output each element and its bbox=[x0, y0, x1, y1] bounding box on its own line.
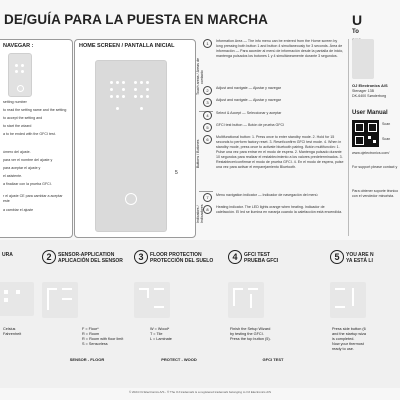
manual-url[interactable]: www.ojelectronics.com/ bbox=[352, 151, 390, 155]
button-ring-icon bbox=[17, 85, 24, 92]
step-option: F = Floor* bbox=[82, 327, 99, 331]
nav-instruction: setting number bbox=[3, 100, 27, 104]
qr-module bbox=[368, 136, 371, 139]
buttons-label: Buttons / Botones bbox=[196, 139, 200, 169]
scan-label: Scan bbox=[382, 137, 391, 141]
page-title: DE/GUÍA PARA LA PUESTA EN MARCHA bbox=[4, 12, 268, 27]
company-name: OJ Electronics A/S bbox=[352, 83, 388, 88]
step-option: ready to use. bbox=[332, 347, 354, 351]
step-number: 3 bbox=[134, 250, 148, 264]
display-dot bbox=[140, 81, 143, 84]
info-row bbox=[206, 135, 344, 170]
nav-instruction: r el ajuste CE para cambiar a aceptar este bbox=[3, 194, 63, 203]
user-manual-title: User Manual bbox=[352, 110, 388, 116]
home-screen-panel bbox=[74, 39, 196, 238]
glyph-dot bbox=[4, 290, 8, 294]
company-address-1: Stenager 13B bbox=[352, 89, 374, 93]
step-option: Fahrenheit bbox=[3, 332, 22, 336]
step-caption: SENSOR - FLOOR bbox=[69, 357, 105, 362]
brand-subtitle: To bbox=[352, 29, 359, 35]
glyph-segment bbox=[335, 306, 345, 308]
step-display bbox=[228, 282, 264, 318]
step-options bbox=[332, 327, 398, 352]
qr-finder bbox=[355, 136, 364, 145]
device-thumbnail bbox=[352, 39, 374, 79]
display-dot bbox=[146, 88, 149, 91]
info-row bbox=[206, 123, 344, 130]
navigation-title: NAVEGAR : bbox=[3, 43, 34, 49]
step-option: R = Room bbox=[82, 332, 100, 336]
display-dot bbox=[110, 81, 113, 84]
glyph-segment bbox=[154, 306, 164, 308]
glyph-dot bbox=[4, 298, 8, 302]
info-row bbox=[206, 193, 344, 200]
qr-code-icon[interactable] bbox=[352, 120, 379, 147]
glyph-segment bbox=[47, 288, 49, 310]
glyph-segment bbox=[62, 298, 72, 300]
navigation-panel bbox=[0, 39, 73, 238]
step-option: Now your thermost bbox=[332, 342, 364, 346]
indicators-label: Indicators / Indicadores bbox=[196, 204, 204, 224]
step-display bbox=[330, 282, 366, 318]
support-text: For support please contact y bbox=[352, 165, 398, 169]
thermostat-illustration bbox=[95, 60, 167, 232]
info-number: 2 bbox=[203, 86, 212, 95]
info-number: 8 bbox=[203, 205, 212, 214]
step-display bbox=[134, 282, 170, 318]
gfci-test-button-icon bbox=[125, 193, 137, 205]
glyph-segment bbox=[248, 288, 258, 290]
nav-instruction: a finalizar con la prueba GFCI. bbox=[3, 182, 52, 186]
info-number: 4 bbox=[203, 111, 212, 120]
step-option: and the startup wiza bbox=[332, 332, 366, 336]
info-text: Information Area — The info menu can be entered from the Home screen by long pressing both button 1 and button 4 simultaneously for 3 seconds. Área de información — Para acceder al menú de información desde la pantalla de inicio, mantenga pulsados los botones 1 y 4 simultáneamente durante 3 segundos. bbox=[216, 39, 344, 58]
display-dot bbox=[134, 95, 137, 98]
info-text: Multifunctional button: 1. Press once to enter standby mode. 2. Hold for 15 seconds to perform factory reset. 3. Reset/confirm GFCI test mode. 4. When in standby mode, press once to activate bluetooth pairing. Botón multifunción: 1. Pulse una vez para entrar en el modo de espera. 2. Mantenga pulsado durante 10 segundos para realizar el restablecimiento a los valores predeterminados. 3. Restablecer/confirmar el modo de prueba GFCI. 4. En el modo de espera, pulse una vez para activar el emparejamiento Bluetooth. bbox=[216, 135, 344, 169]
info-row bbox=[206, 205, 344, 215]
step-option: W = Wood* bbox=[150, 327, 170, 331]
info-row bbox=[206, 39, 344, 59]
info-text: Adjust and navigate — Ajustar y navegar bbox=[216, 98, 281, 102]
glyph-segment bbox=[352, 288, 354, 306]
home-screen-title: HOME SCREEN / PANTALLA INICIAL bbox=[79, 43, 175, 49]
step-option: S = Sensorless bbox=[82, 342, 108, 346]
info-number: 6 bbox=[203, 135, 212, 144]
nav-instruction: el asistente. bbox=[3, 174, 23, 178]
user-manual-column bbox=[348, 39, 400, 236]
glyph-segment bbox=[62, 288, 72, 290]
display-dot bbox=[146, 95, 149, 98]
step-display bbox=[42, 282, 78, 318]
nav-instruction: to read the setting name and the setting bbox=[3, 108, 67, 112]
info-text: Menu navigation indicator — Indicador de navegación del menú bbox=[216, 193, 318, 197]
glyph-segment bbox=[233, 288, 235, 306]
info-text: Heating indicator. The LED lights orange when heating. Indicador de calefacción. El led se ilumina en naranja cuando la calefacción está encendida. bbox=[216, 205, 343, 214]
step-number: 2 bbox=[42, 250, 56, 264]
step-heading: SENSOR-APPLICATION APLICACIÓN DEL SENSOR bbox=[58, 252, 123, 264]
display-dot bbox=[122, 95, 125, 98]
step-heading: FLOOR PROTECTION PROTECCIÓN DEL SUELO bbox=[150, 252, 214, 264]
info-row bbox=[206, 111, 344, 118]
step-heading: GFCI TEST PRUEBA GFCI bbox=[244, 252, 279, 264]
step-option: R = Room with floor limit bbox=[82, 337, 124, 341]
display-dot bbox=[21, 70, 24, 73]
divider bbox=[199, 191, 213, 192]
step-options bbox=[150, 327, 214, 342]
info-list bbox=[196, 39, 344, 236]
device-thumbnail bbox=[8, 53, 32, 97]
footer-copyright: © 2024 OJ Electronics A/S - ® The OJ trademark is a registered trademark belonging to OJ Electronics A/S bbox=[128, 390, 272, 394]
step-option: by testing the GFCI. bbox=[230, 332, 264, 336]
brand-title: U bbox=[352, 12, 363, 28]
info-number: 5 bbox=[203, 123, 212, 132]
step-heading: YOU ARE N YA ESTÁ LI bbox=[346, 252, 374, 264]
step-number: 4 bbox=[228, 250, 242, 264]
display-dot bbox=[110, 88, 113, 91]
qr-finder bbox=[368, 123, 377, 132]
step-caption: GFCI TEST bbox=[262, 357, 284, 362]
step-heading: URA bbox=[2, 252, 13, 258]
info-text: GFCI test button — Botón de prueba GFCI bbox=[216, 123, 285, 127]
step-option: Celsius bbox=[3, 327, 16, 331]
display-dot bbox=[21, 64, 24, 67]
display-dot bbox=[15, 70, 18, 73]
glyph-segment bbox=[250, 294, 252, 308]
step-option: L = Laminate bbox=[150, 337, 172, 341]
callout-marker: 5 bbox=[175, 170, 178, 176]
step-options bbox=[3, 327, 21, 337]
display-dot bbox=[122, 81, 125, 84]
nav-instruction: úmero del ajuste. bbox=[3, 150, 31, 154]
info-row bbox=[206, 86, 344, 93]
nav-instruction: a cambiar el ajuste bbox=[3, 208, 34, 212]
info-number: 3 bbox=[203, 98, 212, 107]
nav-instruction: a to be ended with the GFCI test. bbox=[3, 132, 56, 136]
display-dot bbox=[146, 81, 149, 84]
info-number: 1 bbox=[203, 39, 212, 48]
step-number: 5 bbox=[330, 250, 344, 264]
nav-instruction: to start the wizard bbox=[3, 124, 32, 128]
nav-instruction: para ver el nombre del ajuste y bbox=[3, 158, 53, 162]
qr-module bbox=[373, 140, 376, 143]
glyph-segment bbox=[154, 288, 164, 290]
glyph-segment bbox=[335, 288, 345, 290]
display-dot bbox=[140, 95, 143, 98]
display-dot bbox=[140, 107, 143, 110]
step-options bbox=[230, 327, 294, 342]
step-display bbox=[0, 282, 34, 316]
glyph-segment bbox=[147, 288, 149, 298]
glyph-dot bbox=[16, 290, 20, 294]
info-text: Select & Accept — Seleccionar y aceptar bbox=[216, 111, 282, 115]
step-option: Finish the Setup Wizard bbox=[230, 327, 271, 331]
nav-instruction: to accept the setting and bbox=[3, 116, 43, 120]
info-number: 7 bbox=[203, 193, 212, 202]
display-dot bbox=[110, 95, 113, 98]
step-options bbox=[82, 327, 126, 347]
display-dot bbox=[116, 107, 119, 110]
info-row bbox=[206, 98, 344, 105]
display-dot bbox=[122, 88, 125, 91]
touch-areas-label: Touch areas / Áreas de contacto bbox=[196, 58, 204, 96]
setup-steps bbox=[0, 240, 400, 388]
step-option: T = Tile bbox=[150, 332, 163, 336]
display-dot bbox=[116, 81, 119, 84]
step-option: Press side button (6 bbox=[332, 327, 366, 331]
scan-label: Scan bbox=[382, 122, 391, 126]
company-address-2: DK-6400 Sønderborg bbox=[352, 94, 387, 98]
step-option: Press the top button (5). bbox=[230, 337, 271, 341]
display-dot bbox=[15, 64, 18, 67]
display-dot bbox=[134, 88, 137, 91]
qr-finder bbox=[355, 123, 364, 132]
display-dot bbox=[116, 95, 119, 98]
nav-instruction: para aceptar el ajuste y bbox=[3, 166, 41, 170]
support-text-es: Para obtener soporte técnico con el vendedor minorista. bbox=[352, 189, 399, 198]
display-dot bbox=[134, 81, 137, 84]
step-caption: PROTECT - WOOD bbox=[161, 357, 197, 362]
step-option: is completed. bbox=[332, 337, 355, 341]
info-text: Adjust and navigate — Ajustar y navegar bbox=[216, 86, 281, 90]
